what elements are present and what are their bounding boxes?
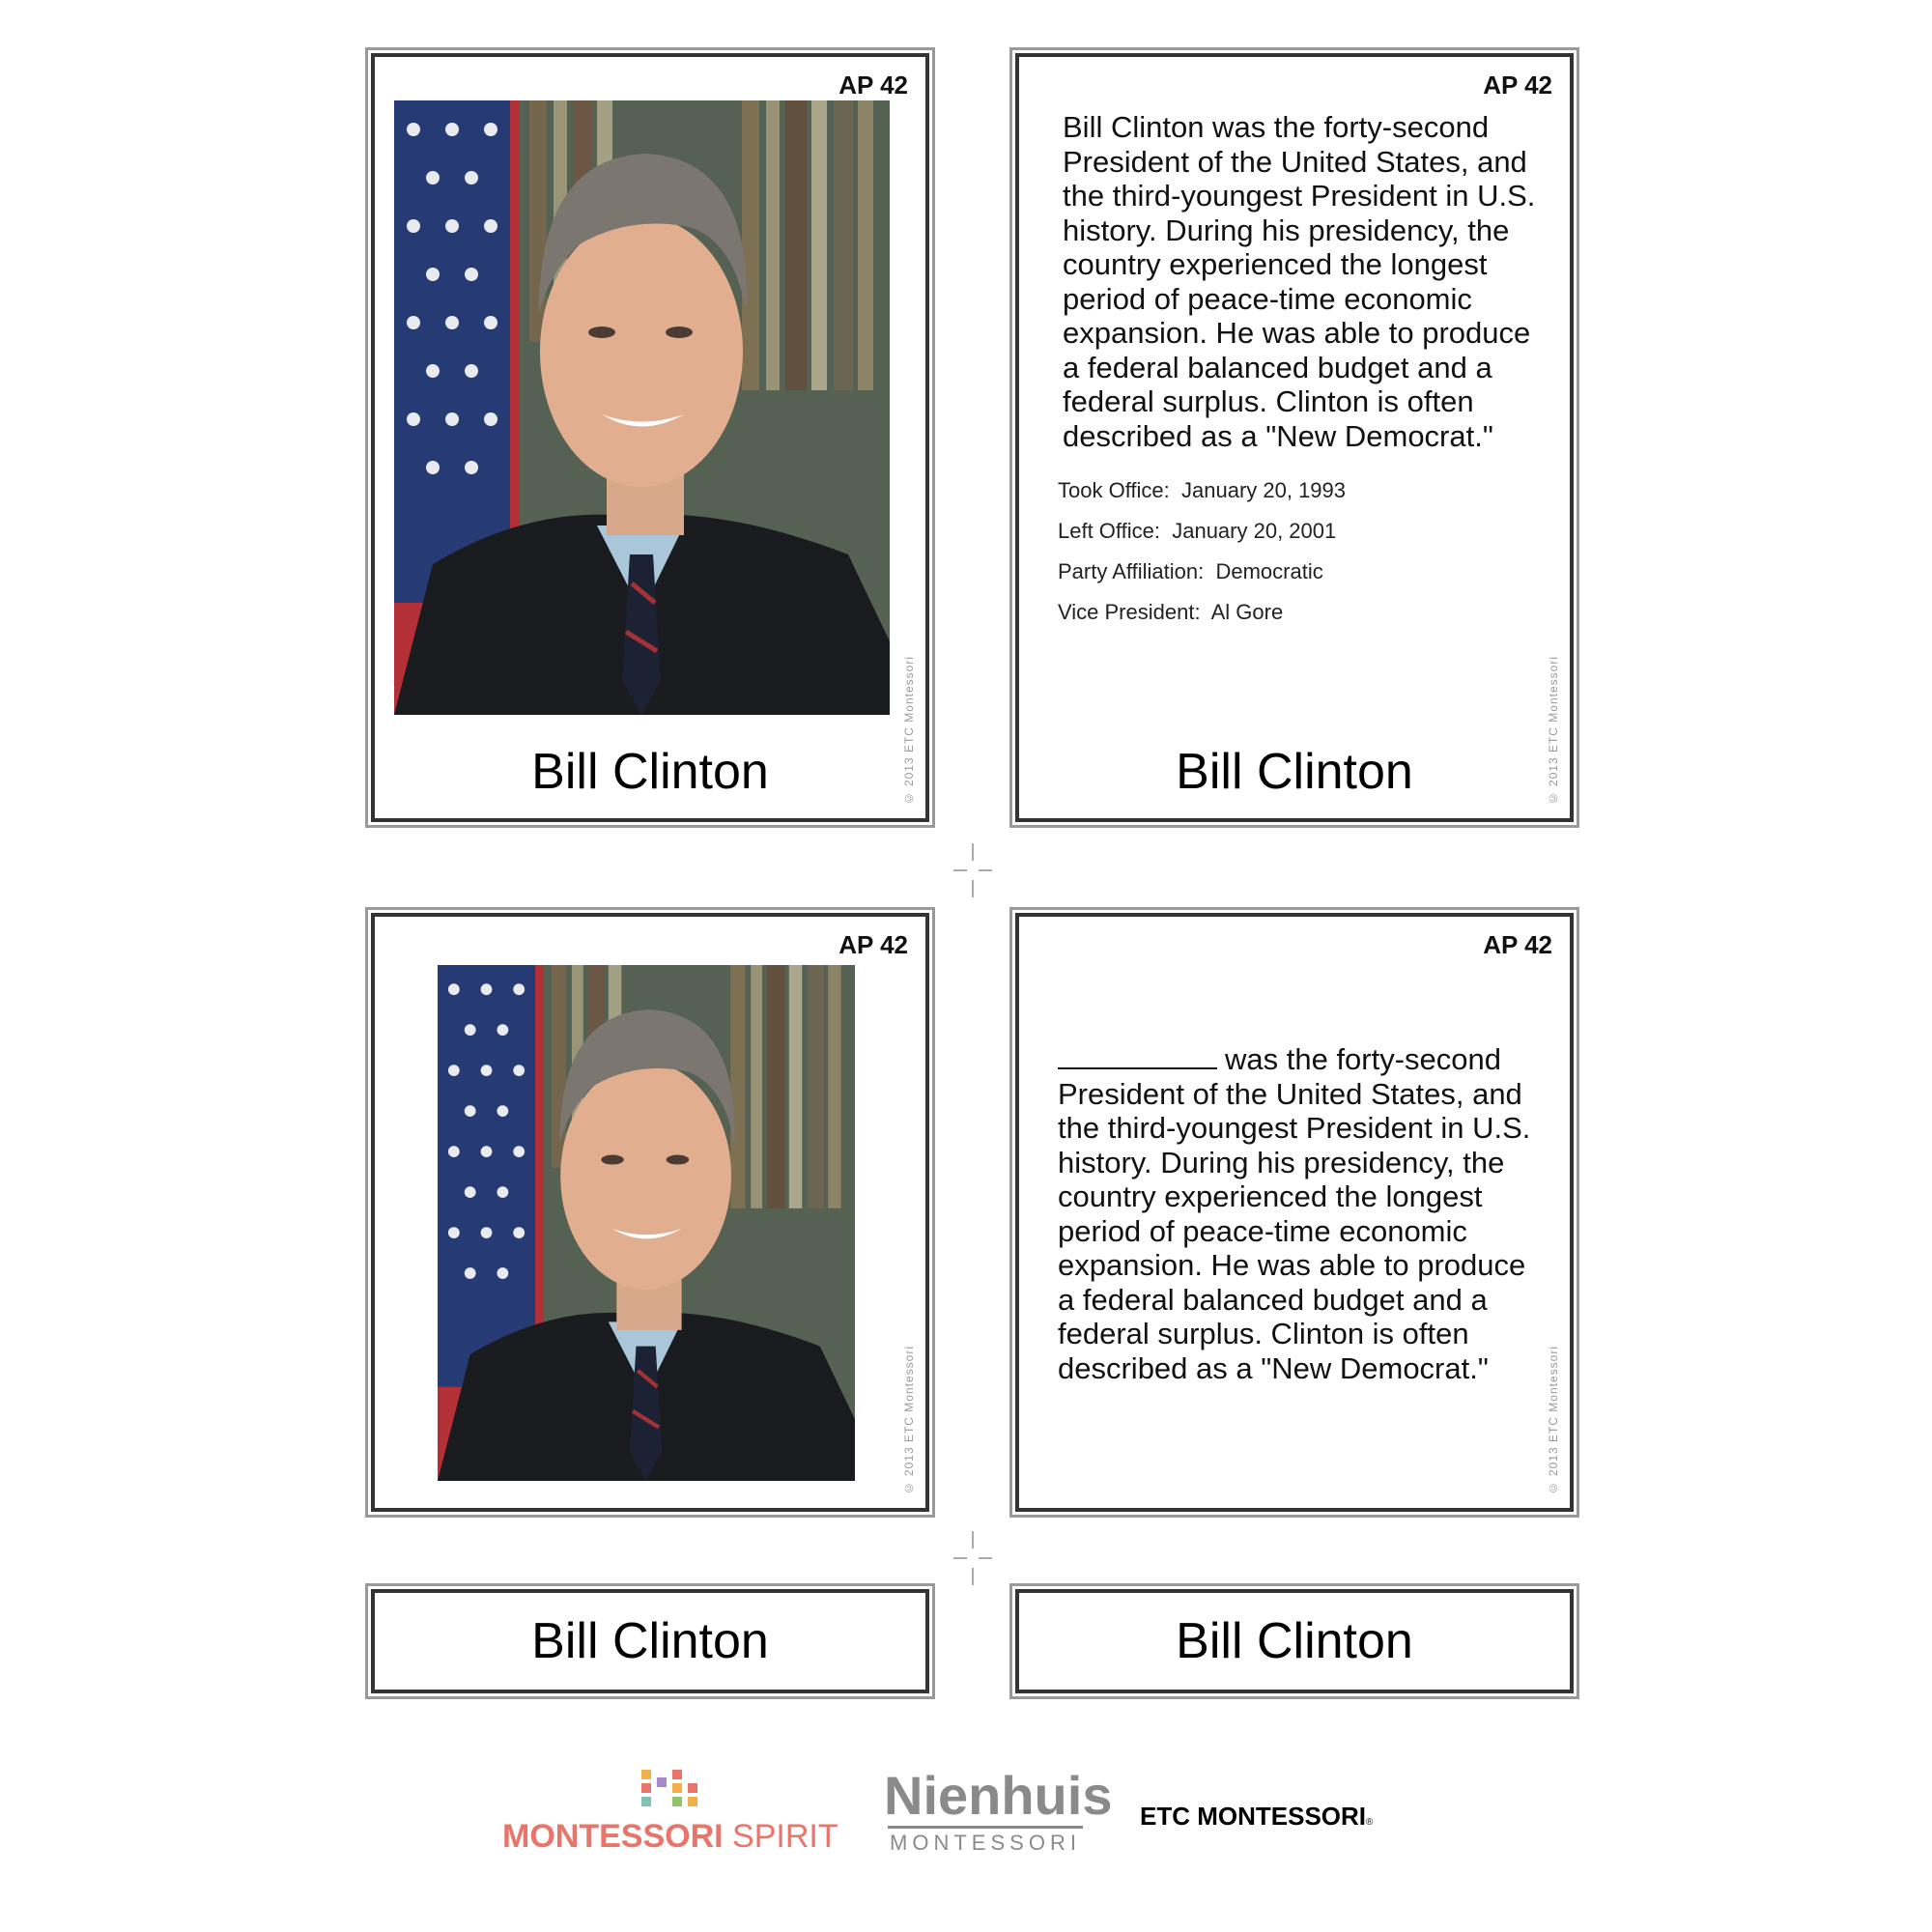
copyright-text: © 2013 ETC Montessori xyxy=(902,1345,916,1494)
facts-list xyxy=(1058,470,1346,633)
cut-mark xyxy=(953,1531,992,1585)
name-label-card xyxy=(1015,1589,1574,1693)
description-text: Bill Clinton was the forty-second President of the United States, and the third-youngest President in U.S. history. During his presidency, the country experienced the longest period of peace-time economic expansion. He was able to produce a federal balanced budget and a federal surplus. Clinton is often described as a "New Democrat." xyxy=(1063,110,1536,453)
portrait-photo xyxy=(438,965,855,1481)
card-code: AP 42 xyxy=(1483,930,1552,959)
president-name-label: Bill Clinton xyxy=(1176,744,1413,800)
name-blank xyxy=(1058,1067,1217,1069)
fact-took-office: Took Office: January 20, 1993 xyxy=(1058,478,1347,502)
description-text-with-blank: was the forty-second President of the United States, and the third-youngest President in U.S. history. During his presidency, the country experienced the longest period of peace-time economic expansion. He was able to produce a federal balanced budget and a federal surplus. Clinton is often described as a "New Democrat." xyxy=(1058,1042,1531,1385)
copyright-text: © 2013 ETC Montessori xyxy=(1547,1345,1560,1494)
nienhuis-sub: MONTESSORI xyxy=(890,1831,1081,1855)
etc-registered-mark: ® xyxy=(1366,1817,1374,1828)
name-label-card xyxy=(371,1589,929,1693)
montessori-spirit-main: MONTESSORI xyxy=(502,1818,724,1855)
card-code: AP 42 xyxy=(1483,71,1552,99)
etc-main: ETC MONTESSORI xyxy=(1140,1802,1367,1831)
etc-montessori-logo xyxy=(1140,1802,1420,1840)
picture-card xyxy=(371,913,929,1512)
montessori-spirit-icon xyxy=(638,1768,705,1810)
cut-mark xyxy=(953,843,992,897)
description-card-with-name xyxy=(1015,53,1574,822)
nienhuis-main: Nienhuis xyxy=(884,1765,1113,1826)
fact-vice-president: Vice President: Al Gore xyxy=(1058,600,1284,624)
president-name-label: Bill Clinton xyxy=(531,1613,769,1669)
fact-left-office: Left Office: January 20, 2001 xyxy=(1058,519,1337,543)
nienhuis-logo xyxy=(884,1765,1113,1860)
copyright-text: © 2013 ETC Montessori xyxy=(902,655,916,805)
fact-party-affiliation: Party Affiliation: Democratic xyxy=(1058,559,1323,583)
portrait-photo xyxy=(394,100,890,715)
president-name-label: Bill Clinton xyxy=(531,744,769,800)
montessori-spirit-sub: SPIRIT xyxy=(732,1818,838,1855)
description-card-blank xyxy=(1015,913,1574,1512)
card-code: AP 42 xyxy=(838,71,908,99)
montessori-spirit-logo xyxy=(502,1768,836,1855)
picture-card-with-name xyxy=(371,53,929,822)
card-code: AP 42 xyxy=(838,930,908,959)
copyright-text: © 2013 ETC Montessori xyxy=(1547,655,1560,805)
president-name-label: Bill Clinton xyxy=(1176,1613,1413,1669)
